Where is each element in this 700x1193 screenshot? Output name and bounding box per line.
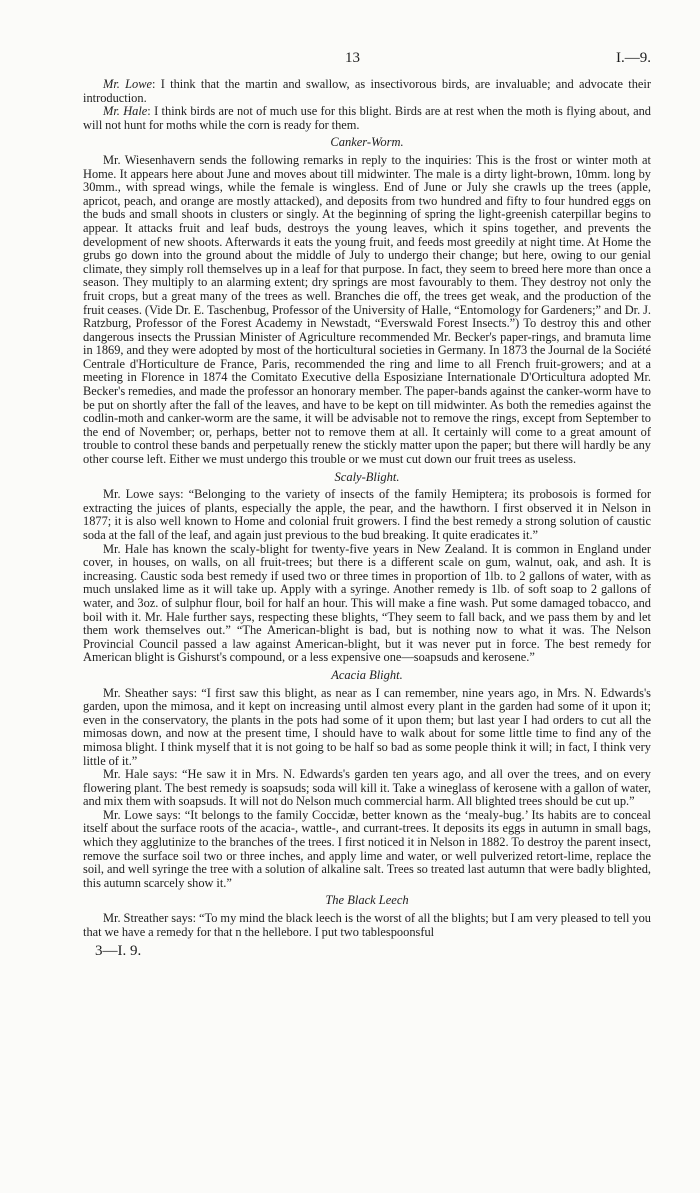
printer-signature: 3—I. 9. — [95, 943, 142, 960]
paragraph-hale-birds — [83, 105, 651, 132]
speaker-name: Mr. Lowe — [103, 77, 153, 91]
paragraph-acacia-sheather: Mr. Sheather says: “I first saw this blight, as near as I can remember, nine years ago, in Mrs. N. Edwards's garden, upon the mimosa, and it kept on increasing until almost every plant in the garden had some of it upon it; even in the conservatory, the plants in the pots had some of it upon them; but last year I had orders to cut all the mimosas down, and now at the present time, I should have to walk about for some little time to find any of the mimosa blight. I think myself that it is not going to be half so bad as some people think it will; in fact, I think very little of it.” — [83, 685, 651, 768]
paragraph-leech-streather: Mr. Streather says: “To my mind the black leech is the worst of all the blights; but I am very pleased to tell you that we have a remedy for that n the hellebore. I put two tablespoonsful — [83, 911, 651, 939]
paragraph-acacia-lowe: Mr. Lowe says: “It belongs to the family Coccidæ, better known as the ‘mealy-bug.’ Its habits are to conceal itself about the surface roots of the acacia-, wattle-, and currant-trees. It deposits its eggs in autumn in small bags, which they agglutinize to the branches of the trees. I first noticed it in Nelson in 1882. To destroy the parent insect, remove the surface soil two or three inches, and apply lime and water, or well pulverized retort-lime, replace the soil, and well syringe the tree with a solution of alkaline salt. Trees so treated last autumn that were badly blighted, this autumn scarcely show it.” — [83, 807, 651, 890]
section-heading-scaly-blight: Scaly-Blight. — [334, 469, 400, 484]
paragraph-scaly-lowe: Mr. Lowe says: “Belonging to the variety of insects of the family Hemiptera; its probosois is formed for extracting the juices of plants, especially the apple, the pear, and the hawthorn. I first observed it in Nelson in 1877; it is also well known to Home and colonial fruit growers. I find the best remedy a strong solution of caustic soda at the fall of the leaf, and again just previous to the bud breaking. It quite eradicates it.” — [83, 487, 651, 542]
page-header — [83, 50, 651, 78]
document-reference: I.—9. — [616, 50, 651, 66]
paragraph-text: : I think birds are not of much use for this blight. Birds are at rest when the moth is flying about, and will not hunt for moths while the corn is ready for them. — [83, 104, 651, 132]
section-heading-acacia-blight: Acacia Blight. — [331, 667, 403, 682]
paragraph-text: : I think that the martin and swallow, as insectivorous birds, are invaluable; and advocate their introduction. — [83, 77, 651, 105]
paragraph-lowe-birds — [83, 78, 651, 105]
speaker-name: Mr. Hale — [103, 104, 148, 119]
page-number: 13 — [345, 50, 360, 66]
paragraph-canker-worm: Mr. Wiesenhavern sends the following remarks in reply to the inquiries: This is the frost or winter moth at Home. It appears here about June and moves about till midwinter. The male is a dirty light-brown, 10mm. long by 30mm., with spread wings, while the female is wingless. End of June or July she crawls up the trees (apple, apricot, peach, and orange are mostly attacked), and deposits from two hundred and fifty to four hundred eggs on the buds and small shoots in clusters or singly. At the beginning of spring the light-greenish caterpillar begins to appear. It attacks fruit and leaf buds, destroys the young leaves, which it spins together, and prevents the development of new shoots. Afterwards it eats the young fruit, and feeds most greedily at night time. At Home the grubs go down into the ground about the middle of July to undergo their change; but here, owing to our genial climate, they simply roll themselves up in a leaf for that purpose. In fact, they seem to breed here more than once a season. They multiply to an alarming extent; dry springs are most favourably to them. They destroy not only the fruit crops, but a great many of the trees as well. Branches die off, the trees get weak, and the production of the fruit ceases. (Vide Dr. E. Taschenbug, Professor of the University of Halle, “Entomology for Gardeners;” and Dr. J. Ratzburg, Professor of the Forest Academy in Newstadt, “Everswald Forest Insects.”) To destroy this and other dangerous insects the Prussian Minister of Agriculture recommended Mr. Becker's paper-rings, and bramuta lime in 1869, and they were adopted by most of the horticultural societies in Germany. In 1873 the Journal de la Société Centrale d'Horticulture de France, Paris, recommended the ring and lime to all French fruit-growers; and at a meeting in Florence in 1874 the Comitato Executive della Esposiziane Internationale D'Orticultura adopted Mr. Becker's remedies, and made the professor an honorary member. The paper-bands against the canker-worm have to be put on shortly after the fall of the leaves, and have to be kept on till midwinter. As both the remedies against the codlin-moth and canker-worm are the same, it will be advisable not to remove the rings, except from September to the end of November; or, perhaps, better not to remove them at all. It certainly will come to a great amount of trouble to control these bands and perpetually renew the stickly matter upon the paper; but there will hardly be any other course left. Either we must undergo this trouble or we must cut down our fruit trees as useless. — [83, 152, 652, 467]
paragraph-acacia-hale: Mr. Hale says: “He saw it in Mrs. N. Edwards's garden ten years ago, and all over the trees, and on every flowering plant. The best remedy is soapsuds; soda will kill it. Take a wineglass of kerosene with a gallon of water, and mix them with soapsuds. It will not do Nelson much commercial harm. All blighted trees should be cut up.” — [83, 767, 651, 809]
document-page — [83, 50, 651, 960]
section-heading-canker-worm: Canker-Worm. — [330, 135, 404, 150]
section-heading-black-leech: The Black Leech — [325, 893, 409, 908]
paragraph-scaly-hale: Mr. Hale has known the scaly-blight for twenty-five years in New Zealand. It is common in England under cover, in houses, on walls, on all fruit-trees; but there is a different scale on gum, walnut, oak, and ash. It is increasing. Caustic soda best remedy if used two or three times in proportion of 1lb. to 2 gallons of water, with as much unslaked lime as it will take up. Apply with a syringe. Another remedy is 1lb. of soft soap to 2 gallons of water, and 3oz. of sulphur flour, boil for half an hour. This will make a fine wash. Put some damaged tobacco, and boil with it. Mr. Hale further says, respecting these blights, “They seem to fall back, and we pass them by and let them work themselves out.” “The American-blight is bad, but is nothing now to what it was. The Nelson Provincial Council passed a law against American-blight, but it was never put in force. The best remedy for American blight is Gishurst's compound, or a less expensive one—soapsuds and kerosene.” — [83, 541, 651, 665]
